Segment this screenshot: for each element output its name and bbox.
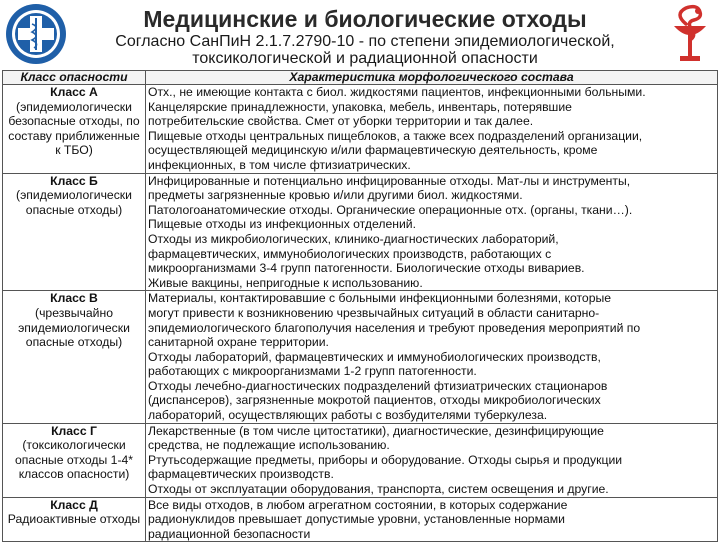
composition-line: инфекционных, в том числе фтизиатрических.: [148, 157, 411, 172]
page-title: Медицинские и биологические отходы: [143, 6, 587, 32]
bowl-of-hygieia-icon: [664, 4, 716, 68]
composition-line: фармацевтических, иммунобиологических производств, работающих с: [148, 246, 552, 261]
page-subtitle: [70, 33, 660, 67]
subtitle-line-2: токсикологической и радиационной опасности: [192, 50, 538, 67]
composition-line: работающих с микроорганизмами 1-2 групп патогенности.: [148, 364, 477, 379]
composition-line: микроорганизмами 3-4 групп патогенности. Биологические отходы вивариев.: [148, 261, 585, 276]
composition-line: Отходы лабораторий, фармацевтических и иммунобиологических производств,: [148, 349, 601, 364]
composition-cell: [146, 423, 718, 497]
composition-line: могут привести к возникновению чрезвычайных ситуаций в области санитарно-: [148, 305, 600, 320]
composition-line: Ртутьсодержащие предметы, приборы и оборудование. Отходы сырья и продукции: [148, 452, 623, 467]
composition-line: радиационной безопасности: [148, 526, 311, 541]
composition-line: Материалы, контактировавшие с больными инфекционными болезнями, которые: [148, 291, 612, 306]
hazard-class-cell: [3, 423, 146, 497]
composition-line: Пищевые отходы центральных пищеблоков, а также всех подразделений организации,: [148, 128, 643, 143]
composition-line: средства, не подлежащие использованию.: [148, 438, 390, 453]
composition-line: осуществляющей медицинскую и/или фармацевтическую деятельность, кроме: [148, 143, 598, 158]
hazard-class-name: Класс А: [50, 85, 98, 99]
composition-line: Отходы из микробиологических, клинико-диагностических лабораторий,: [148, 231, 559, 246]
hazard-class-name: Класс Г: [51, 423, 97, 438]
composition-line: Инфицированные и потенциально инфицированные отходы. Мат-лы и инструменты,: [148, 173, 631, 188]
composition-line: Пищевые отходы из инфекционных отделений.: [148, 217, 416, 232]
composition-line: Отходы от эксплуатации оборудования, транспорта, систем освещения и другие.: [148, 482, 609, 497]
composition-line: эпидемиологического благополучия населения и требуют проведения мероприятий по: [148, 320, 641, 335]
table-row: [3, 423, 718, 497]
hazard-class-description: (эпидемиологически безопасные отходы, по составу приближенные к ТБО): [8, 99, 140, 158]
hazard-class-cell: [3, 291, 146, 423]
composition-line: Канцелярские принадлежности, упаковка, мебель, инвентарь, потерявшие: [148, 99, 572, 114]
header-hazard-class: Класс опасности: [3, 71, 146, 85]
hazard-class-description: Радиоактивные отходы: [7, 512, 141, 527]
hazard-class-name: Класс В: [50, 291, 98, 306]
composition-line: Живые вакцины, непригодные к использованию.: [148, 275, 423, 290]
hazard-class-description: (эпидемиологически опасные отходы): [16, 188, 132, 217]
header-composition: Характеристика морфологического состава: [146, 71, 718, 85]
table-row: [3, 291, 718, 423]
composition-line: потребительские свойства. Смет от уборки территории и так далее.: [148, 114, 534, 129]
composition-line: (диспансеров), загрязненные мокротой пациентов, отходы микробиологических: [148, 393, 601, 408]
hazard-class-cell: [3, 497, 146, 542]
composition-cell: [146, 497, 718, 542]
table-row: [3, 85, 718, 174]
composition-line: Лекарственные (в том числе цитостатики), диагностические, дезинфицирующие: [148, 423, 604, 438]
composition-line: санитарной охране территории.: [148, 335, 329, 350]
composition-line: предметы загрязненные кровью и/или другими биол. жидкостями.: [148, 188, 523, 203]
composition-line: Отходы лечебно-диагностических подразделений фтизиатрических стационаров: [148, 378, 608, 393]
hazard-class-name: Класс Д: [50, 497, 98, 512]
table-header-row: [3, 71, 718, 85]
table-row: [3, 497, 718, 542]
composition-cell: [146, 173, 718, 291]
composition-line: Патологоанатомические отходы. Органические операционные отх. (органы, ткани…).: [148, 202, 633, 217]
hazard-class-description: (токсикологически опасные отходы 1-4* классов опасности): [14, 438, 134, 482]
hazard-class-name: Класс Б: [50, 173, 98, 188]
table-row: [3, 173, 718, 291]
composition-cell: [146, 85, 718, 174]
composition-line: Все виды отходов, в любом агрегатном состоянии, в которых содержание: [148, 497, 568, 512]
hazard-class-description: (чрезвычайно эпидемиологически опасные отходы): [18, 305, 130, 350]
composition-line: Отх., не имеющие контакта с биол. жидкостями пациентов, инфекционными больными.: [148, 85, 646, 99]
composition-line: лабораторий, осуществляющих работы с возбудителями туберкулеза.: [148, 408, 548, 423]
medical-emblem-icon: [4, 2, 68, 66]
hazard-class-cell: [3, 173, 146, 291]
composition-line: радионуклидов превышает допустимые уровни, установленные нормами: [148, 512, 565, 527]
hazard-class-cell: [3, 85, 146, 174]
waste-class-table: [2, 70, 718, 542]
composition-line: фармацевтических производств.: [148, 467, 334, 482]
composition-cell: [146, 291, 718, 423]
subtitle-line-1: Согласно СанПиН 2.1.7.2790-10 - по степени эпидемиологической,: [115, 33, 615, 50]
